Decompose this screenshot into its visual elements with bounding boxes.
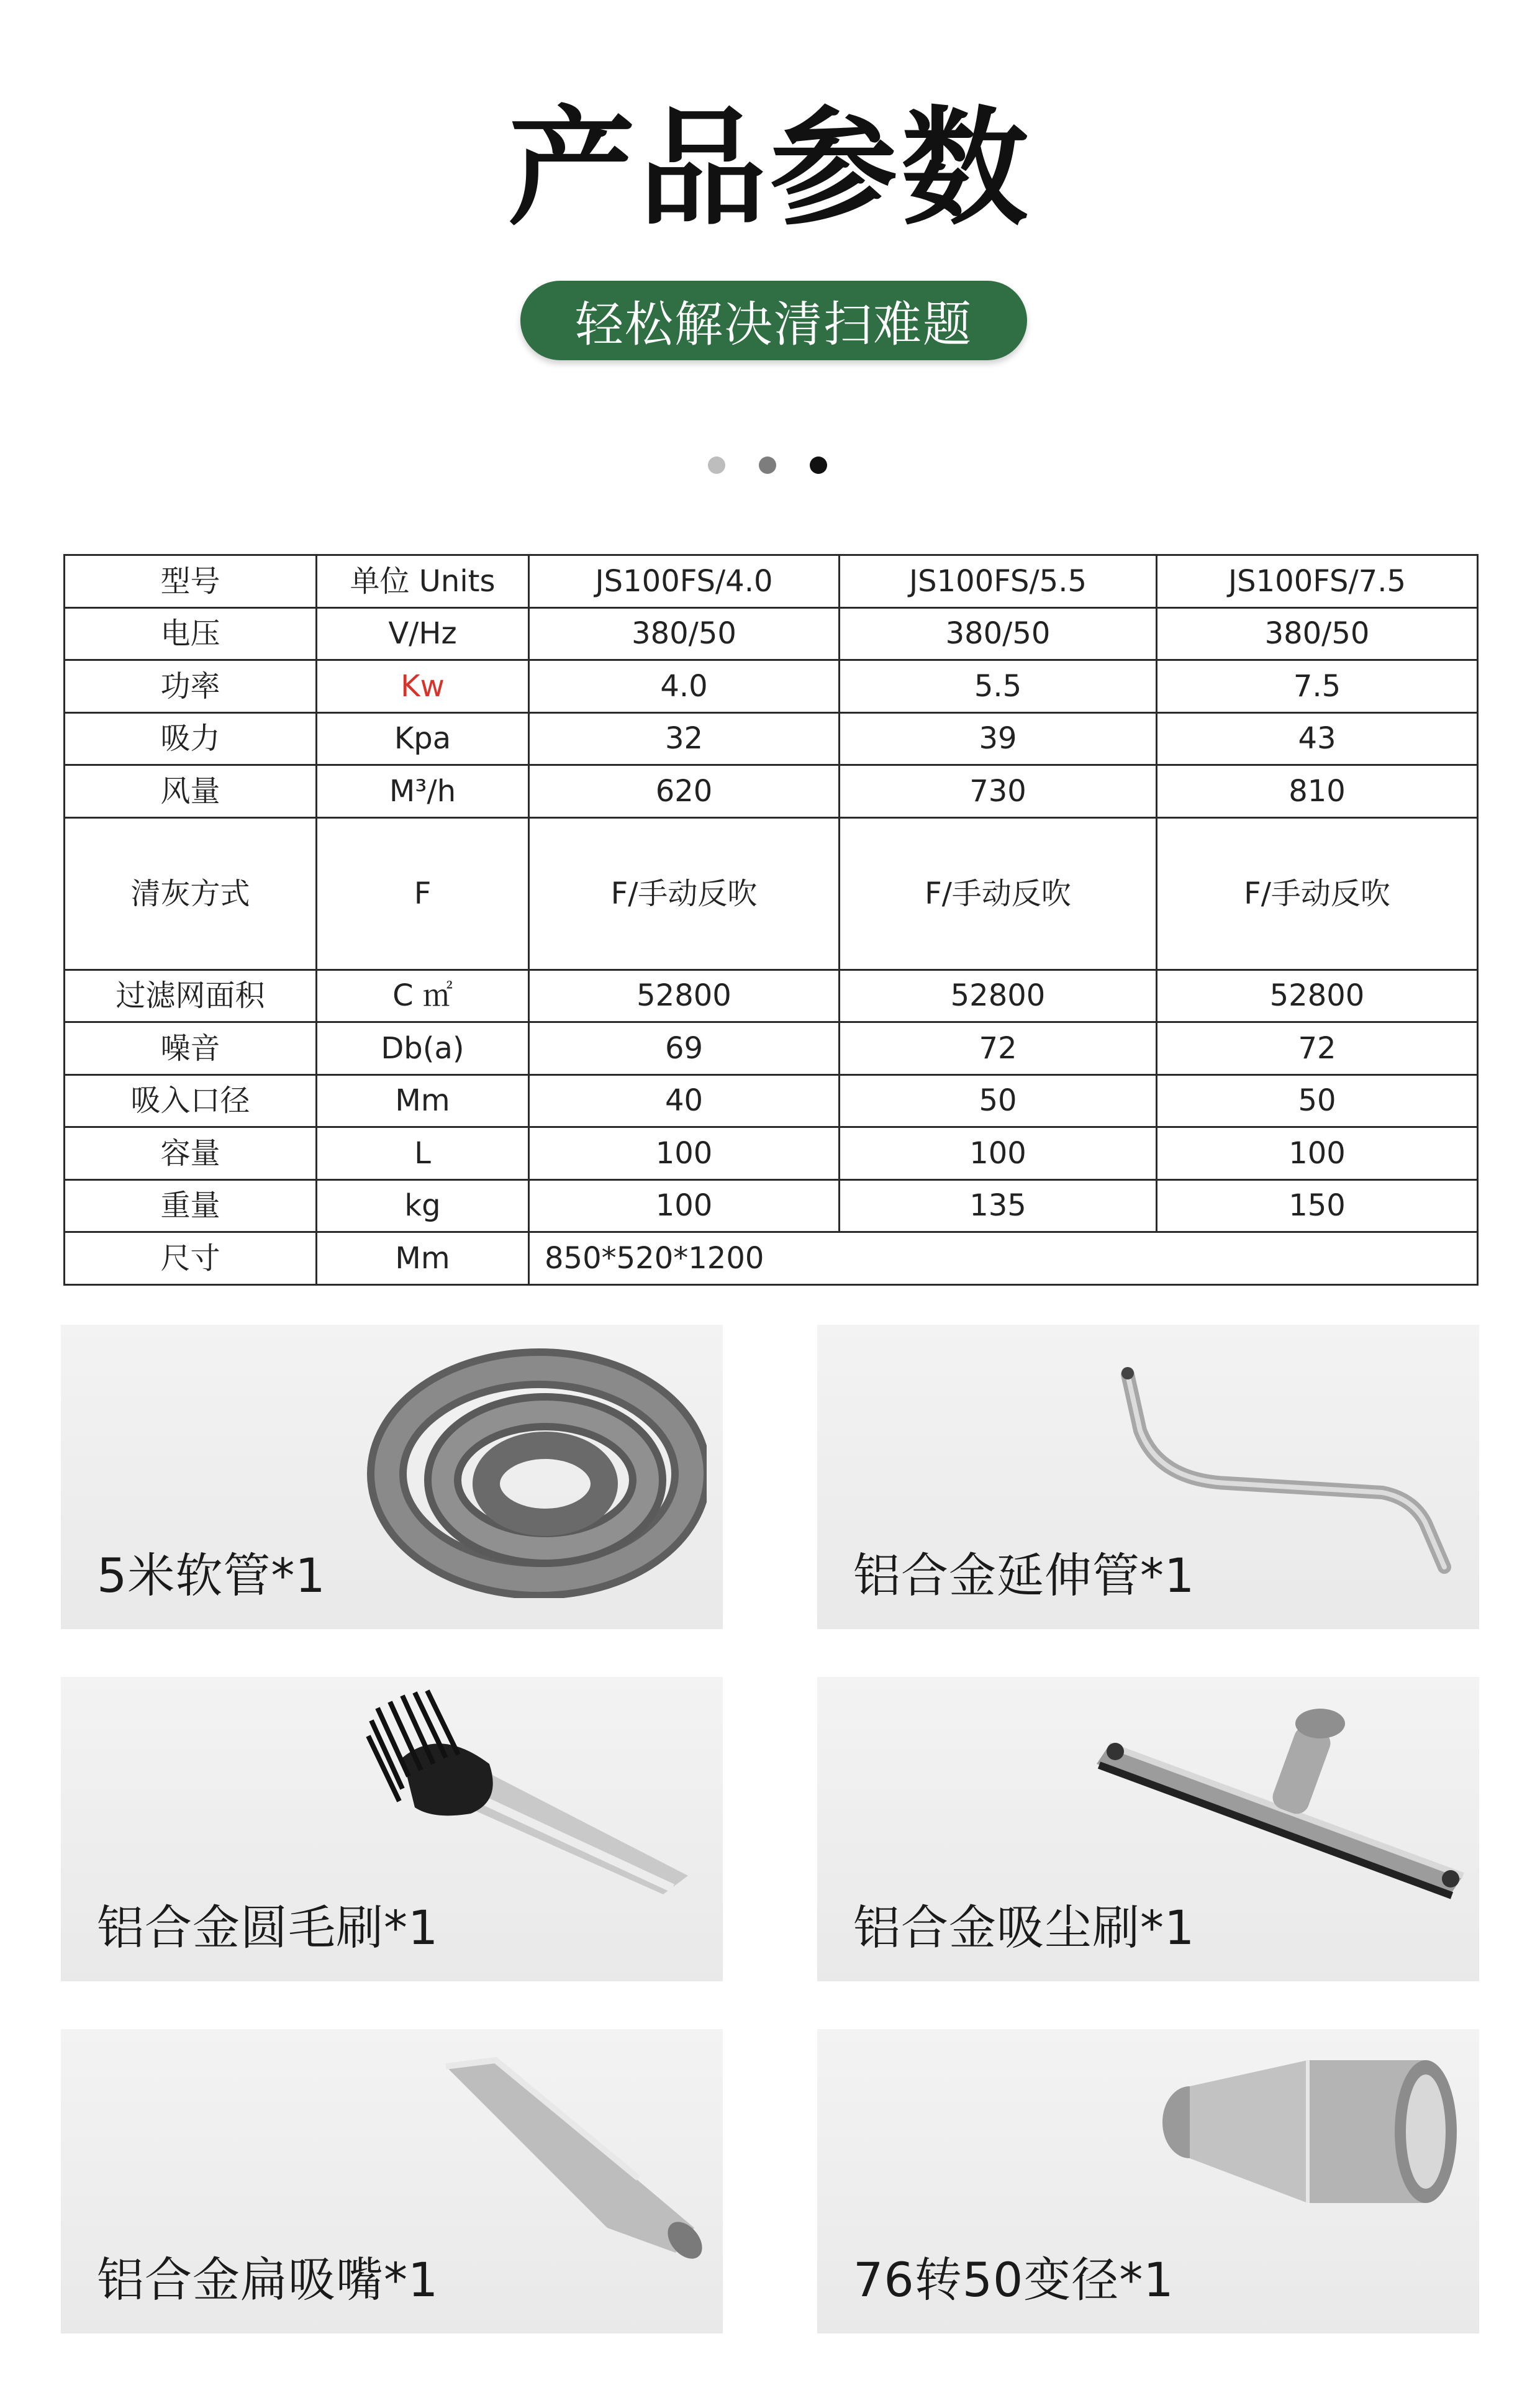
carousel-indicator [708,457,827,474]
table-row [65,1179,1478,1232]
accessory-card-extension-pipe [817,1325,1479,1629]
table-cell: 5.5 [840,660,1157,713]
table-row [65,660,1478,713]
table-cell: 52800 [529,970,840,1022]
table-row [65,607,1478,660]
table-row [65,1074,1478,1127]
table-row [65,765,1478,818]
header-cell: 型号 [65,555,317,608]
table-cell: 72 [840,1022,1157,1075]
table-cell: 52800 [840,970,1157,1022]
table-cell: L [317,1127,529,1180]
table-cell: 52800 [1157,970,1478,1022]
table-cell: 150 [1157,1179,1478,1232]
table-row [65,1232,1478,1285]
table-cell: kg [317,1179,529,1232]
table-cell: 730 [840,765,1157,818]
table-header-row [65,555,1478,608]
table-cell: 过滤网面积 [65,970,317,1022]
table-cell: Kpa [317,712,529,765]
table-cell: 135 [840,1179,1157,1232]
table-cell: 380/50 [840,607,1157,660]
table-cell: 尺寸 [65,1232,317,1285]
table-cell: 电压 [65,607,317,660]
accessory-card-hose [61,1325,723,1629]
table-cell: F/手动反吹 [1157,817,1478,970]
carousel-dot-3-active[interactable] [810,457,827,474]
table-cell: Mm [317,1232,529,1285]
table-cell: 50 [840,1074,1157,1127]
accessory-card-reducer [817,2029,1479,2333]
carousel-dot-1[interactable] [708,457,725,474]
table-row [65,1022,1478,1075]
table-cell: 吸力 [65,712,317,765]
table-cell: 50 [1157,1074,1478,1127]
reducer-icon [1153,2042,1475,2240]
accessory-label: 铝合金扁吸嘴*1 [97,2252,439,2307]
table-cell: 风量 [65,765,317,818]
table-cell: 72 [1157,1022,1478,1075]
table-cell: 100 [529,1179,840,1232]
hose-icon [359,1337,707,1598]
table-cell: F [317,817,529,970]
table-cell: 容量 [65,1127,317,1180]
table-cell: 810 [1157,765,1478,818]
table-cell: C ㎡ [317,970,529,1022]
table-cell: F/手动反吹 [529,817,840,970]
table-cell-unit-highlight: Kw [317,660,529,713]
header-cell: JS100FS/4.0 [529,555,840,608]
table-cell: Db(a) [317,1022,529,1075]
carousel-dot-2[interactable] [759,457,776,474]
table-cell: 32 [529,712,840,765]
accessory-label: 76转50变径*1 [853,2252,1174,2307]
table-cell: Mm [317,1074,529,1127]
header-cell: 单位 Units [317,555,529,608]
page-title: 产品参数 [508,95,1032,243]
table-cell: 43 [1157,712,1478,765]
table-cell: 69 [529,1022,840,1075]
table-cell: 40 [529,1074,840,1127]
table-cell: 620 [529,765,840,818]
spec-table [63,554,1479,1286]
accessory-label: 铝合金圆毛刷*1 [97,1900,439,1955]
table-cell: 39 [840,712,1157,765]
table-cell: F/手动反吹 [840,817,1157,970]
table-cell: 100 [529,1127,840,1180]
header-cell: JS100FS/7.5 [1157,555,1478,608]
table-cell: 380/50 [1157,607,1478,660]
table-cell: 380/50 [529,607,840,660]
table-row [65,970,1478,1022]
table-cell: 4.0 [529,660,840,713]
accessory-card-floor-brush [817,1677,1479,1981]
accessory-label: 5米软管*1 [97,1548,326,1603]
accessory-label: 铝合金延伸管*1 [853,1548,1195,1603]
table-cell: V/Hz [317,607,529,660]
header-cell: JS100FS/5.5 [840,555,1157,608]
table-cell: 清灰方式 [65,817,317,970]
table-cell: 100 [840,1127,1157,1180]
table-row [65,1127,1478,1180]
table-cell: 功率 [65,660,317,713]
table-cell: 100 [1157,1127,1478,1180]
table-row [65,712,1478,765]
table-cell: 重量 [65,1179,317,1232]
subtitle-badge: 轻松解决清扫难题 [520,281,1027,360]
table-cell: 7.5 [1157,660,1478,713]
accessory-card-round-brush [61,1677,723,1981]
table-row [65,817,1478,970]
table-cell: 吸入口径 [65,1074,317,1127]
accessory-label: 铝合金吸尘刷*1 [853,1900,1195,1955]
table-cell: 噪音 [65,1022,317,1075]
accessory-card-flat-nozzle [61,2029,723,2333]
table-cell: M³/h [317,765,529,818]
table-cell-dimensions: 850*520*1200 [529,1232,1478,1285]
